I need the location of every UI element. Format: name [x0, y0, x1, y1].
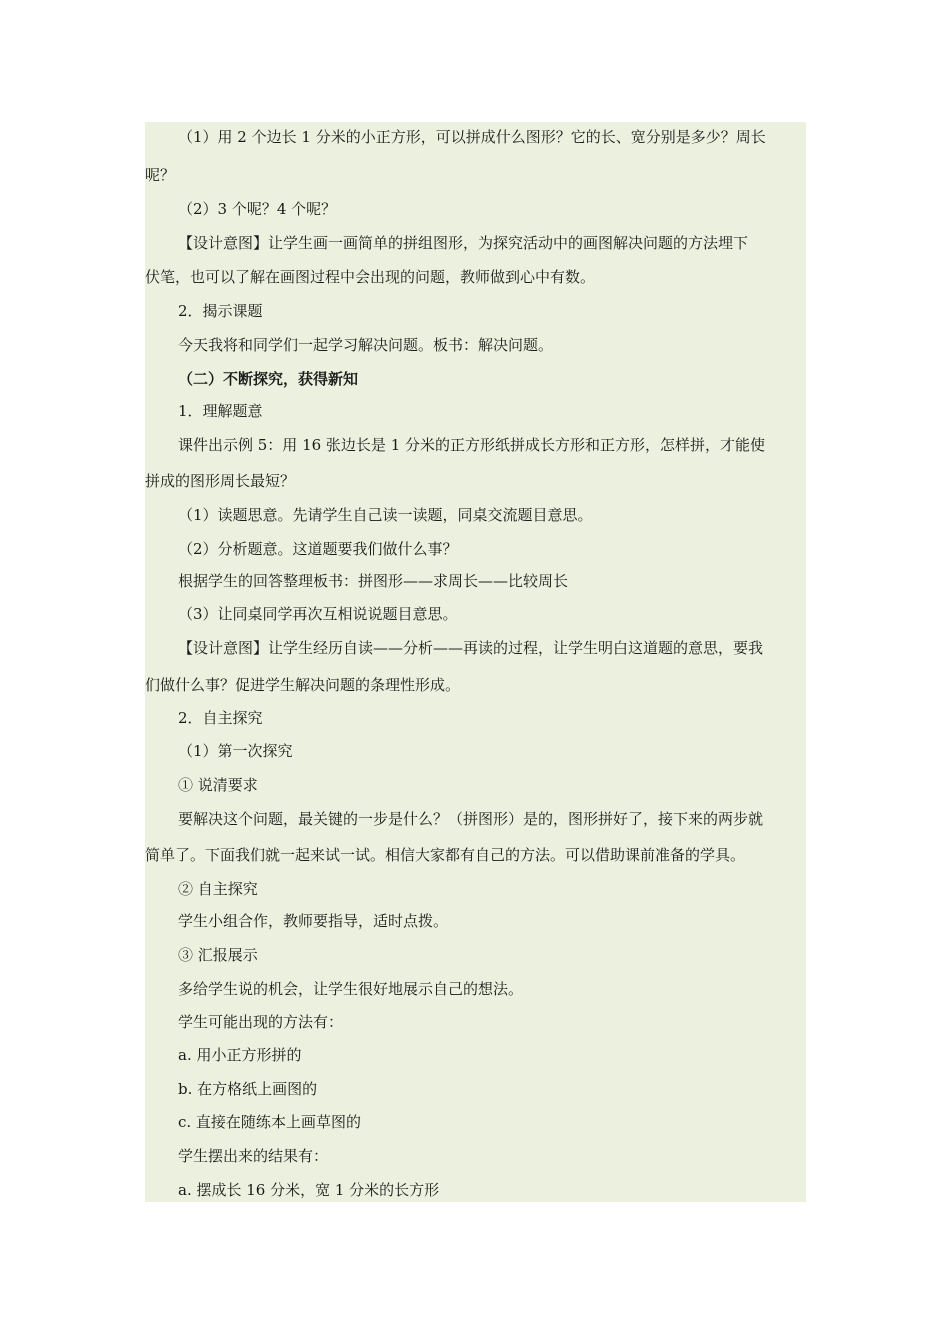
share-ideas: 多给学生说的机会，让学生很好地展示自己的想法。 [178, 980, 524, 998]
design-intent-2-line-2: 们做什么事？促进学生解决问题的条理性形成。 [145, 676, 461, 694]
sub-step-report: ③ 汇报展示 [178, 946, 258, 964]
method-a: a. 用小正方形拼的 [178, 1046, 302, 1064]
design-intent-1-line-2: 伏笔，也可以了解在画图过程中会出现的问题，教师做到心中有数。 [145, 268, 596, 286]
section-understand: 1．理解题意 [178, 402, 263, 420]
example-5-line-2: 拼成的图形周长最短？ [145, 472, 296, 490]
step-reread: （3）让同桌同学再次互相说说题目意思。 [178, 605, 458, 623]
key-step-line-2: 简单了。下面我们就一起来试一试。相信大家都有自己的方法。可以借助课前准备的学具。 [145, 846, 746, 864]
first-exploration: （1）第一次探究 [178, 742, 293, 760]
key-step-line-1: 要解决这个问题，最关键的一步是什么？（拼图形）是的，图形拼好了，接下来的两步就 [178, 810, 764, 828]
document-body [145, 122, 806, 1202]
method-b: b. 在方格纸上画图的 [178, 1080, 318, 1098]
design-intent-2-line-1: 【设计意图】让学生经历自读——分析——再读的过程，让学生明白这道题的意思，要我 [178, 639, 764, 657]
result-a: a. 摆成长 16 分米，宽 1 分米的长方形 [178, 1181, 440, 1199]
section-self-explore: 2．自主探究 [178, 709, 263, 727]
method-c: c. 直接在随练本上画草图的 [178, 1113, 361, 1131]
design-intent-1-line-1: 【设计意图】让学生画一画简单的拼组图形，为探究活动中的画图解决问题的方法埋下 [178, 234, 749, 252]
question-1-line-1: （1）用 2 个边长 1 分米的小正方形，可以拼成什么图形？它的长、宽分别是多少？周长 [178, 128, 766, 146]
sub-step-explore: ② 自主探究 [178, 880, 258, 898]
topic-intro: 今天我将和同学们一起学习解决问题。板书：解决问题。 [178, 336, 554, 354]
step-read: （1）读题思意。先请学生自己读一读题，同桌交流题目意思。 [178, 506, 593, 524]
results-heading: 学生摆出来的结果有： [178, 1147, 329, 1165]
board-notes: 根据学生的回答整理板书：拼图形——求周长——比较周长 [178, 572, 569, 590]
question-2: （2）3 个呢？4 个呢？ [178, 200, 337, 218]
section-heading-explore: （二）不断探究，获得新知 [178, 370, 359, 388]
step-analyze: （2）分析题意。这道题要我们做什么事？ [178, 540, 458, 558]
question-1-line-2: 呢？ [145, 166, 176, 184]
section-reveal-topic: 2．揭示课题 [178, 302, 263, 320]
possible-methods-heading: 学生可能出现的方法有： [178, 1013, 344, 1031]
group-work: 学生小组合作，教师要指导，适时点拨。 [178, 912, 449, 930]
sub-step-requirements: ① 说清要求 [178, 776, 258, 794]
example-5-line-1: 课件出示例 5：用 16 张边长是 1 分米的正方形纸拼成长方形和正方形，怎样拼，才能使 [178, 436, 766, 454]
